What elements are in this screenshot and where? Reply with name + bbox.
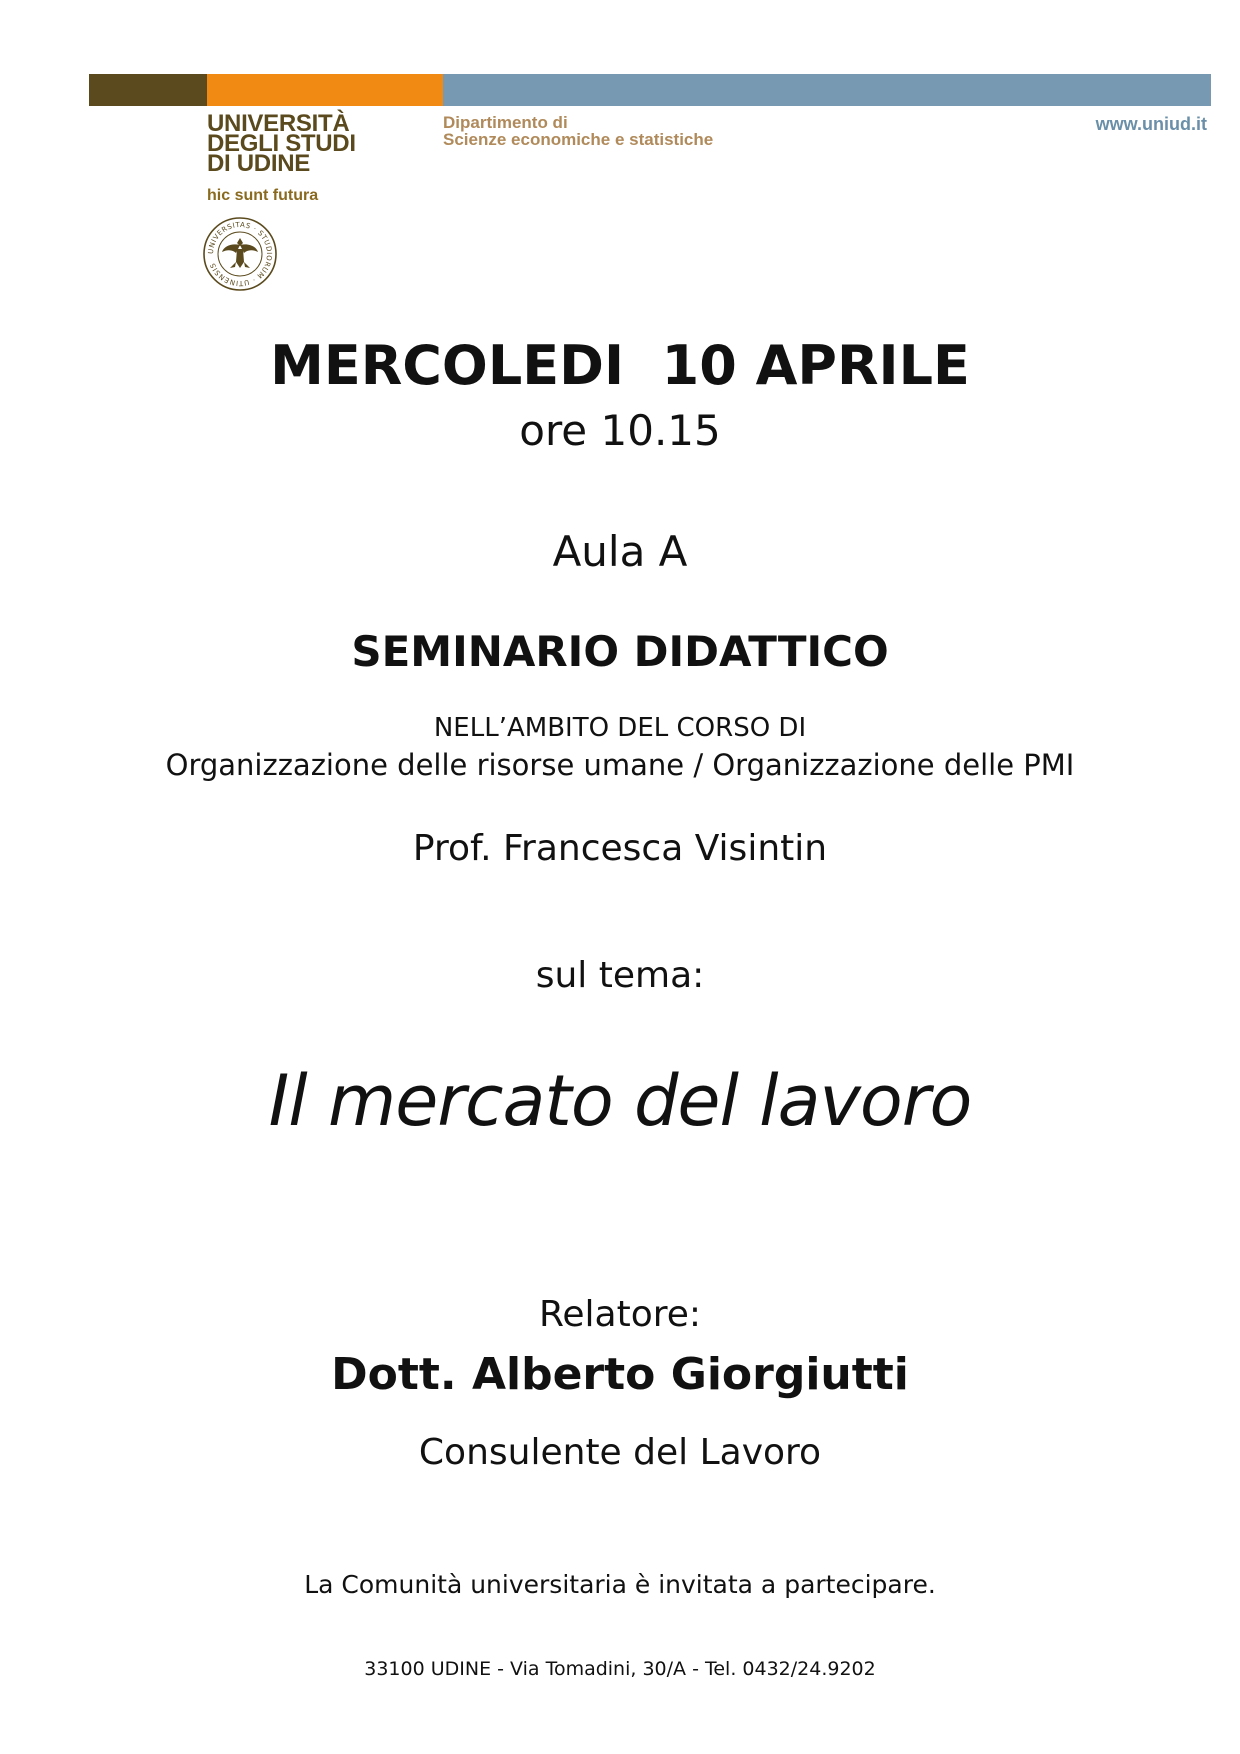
- speaker-name: Dott. Alberto Giorgiutti: [331, 1349, 909, 1400]
- university-name-line-2: DEGLI STUDI: [207, 130, 356, 157]
- event-type: SEMINARIO DIDATTICO: [351, 627, 889, 676]
- department-name: [443, 114, 713, 148]
- university-name: [207, 110, 467, 177]
- university-motto: hic sunt futura: [207, 187, 319, 204]
- department-line-1: Dipartimento di: [443, 113, 568, 132]
- header-band-orange: [207, 74, 443, 106]
- university-name-line-1: UNIVERSITÀ: [207, 110, 350, 137]
- university-name-line-3: DI UDINE: [207, 150, 310, 177]
- event-date: MERCOLEDI 10 APRILE: [270, 334, 970, 397]
- header-band-brown: [89, 74, 207, 106]
- event-time: ore 10.15: [519, 406, 721, 455]
- seal-ring-text: UNIVERSITAS · STUDIORUM · UTINENSIS: [206, 220, 274, 288]
- course-names: Organizzazione delle risorse umane / Organizzazione delle PMI: [165, 748, 1075, 782]
- website-link[interactable]: www.uniud.it: [1095, 114, 1207, 134]
- footer-address: 33100 UDINE - Via Tomadini, 30/A - Tel. 0432/24.9202: [364, 1658, 876, 1680]
- university-seal-icon: [202, 216, 278, 292]
- department-line-2: Scienze economiche e statistiche: [443, 130, 714, 149]
- speaker-label: Relatore:: [538, 1294, 702, 1335]
- invitation-text: La Comunità universitaria è invitata a partecipare.: [304, 1570, 936, 1599]
- speaker-role: Consulente del Lavoro: [418, 1432, 822, 1473]
- course-intro: NELL’AMBITO DEL CORSO DI: [433, 713, 807, 743]
- theme-label: sul tema:: [535, 955, 705, 996]
- event-room: Aula A: [552, 527, 688, 576]
- professor-name: Prof. Francesca Visintin: [412, 828, 828, 869]
- header-band-blue: [443, 74, 1211, 106]
- seminar-theme: Il mercato del lavoro: [268, 1060, 972, 1142]
